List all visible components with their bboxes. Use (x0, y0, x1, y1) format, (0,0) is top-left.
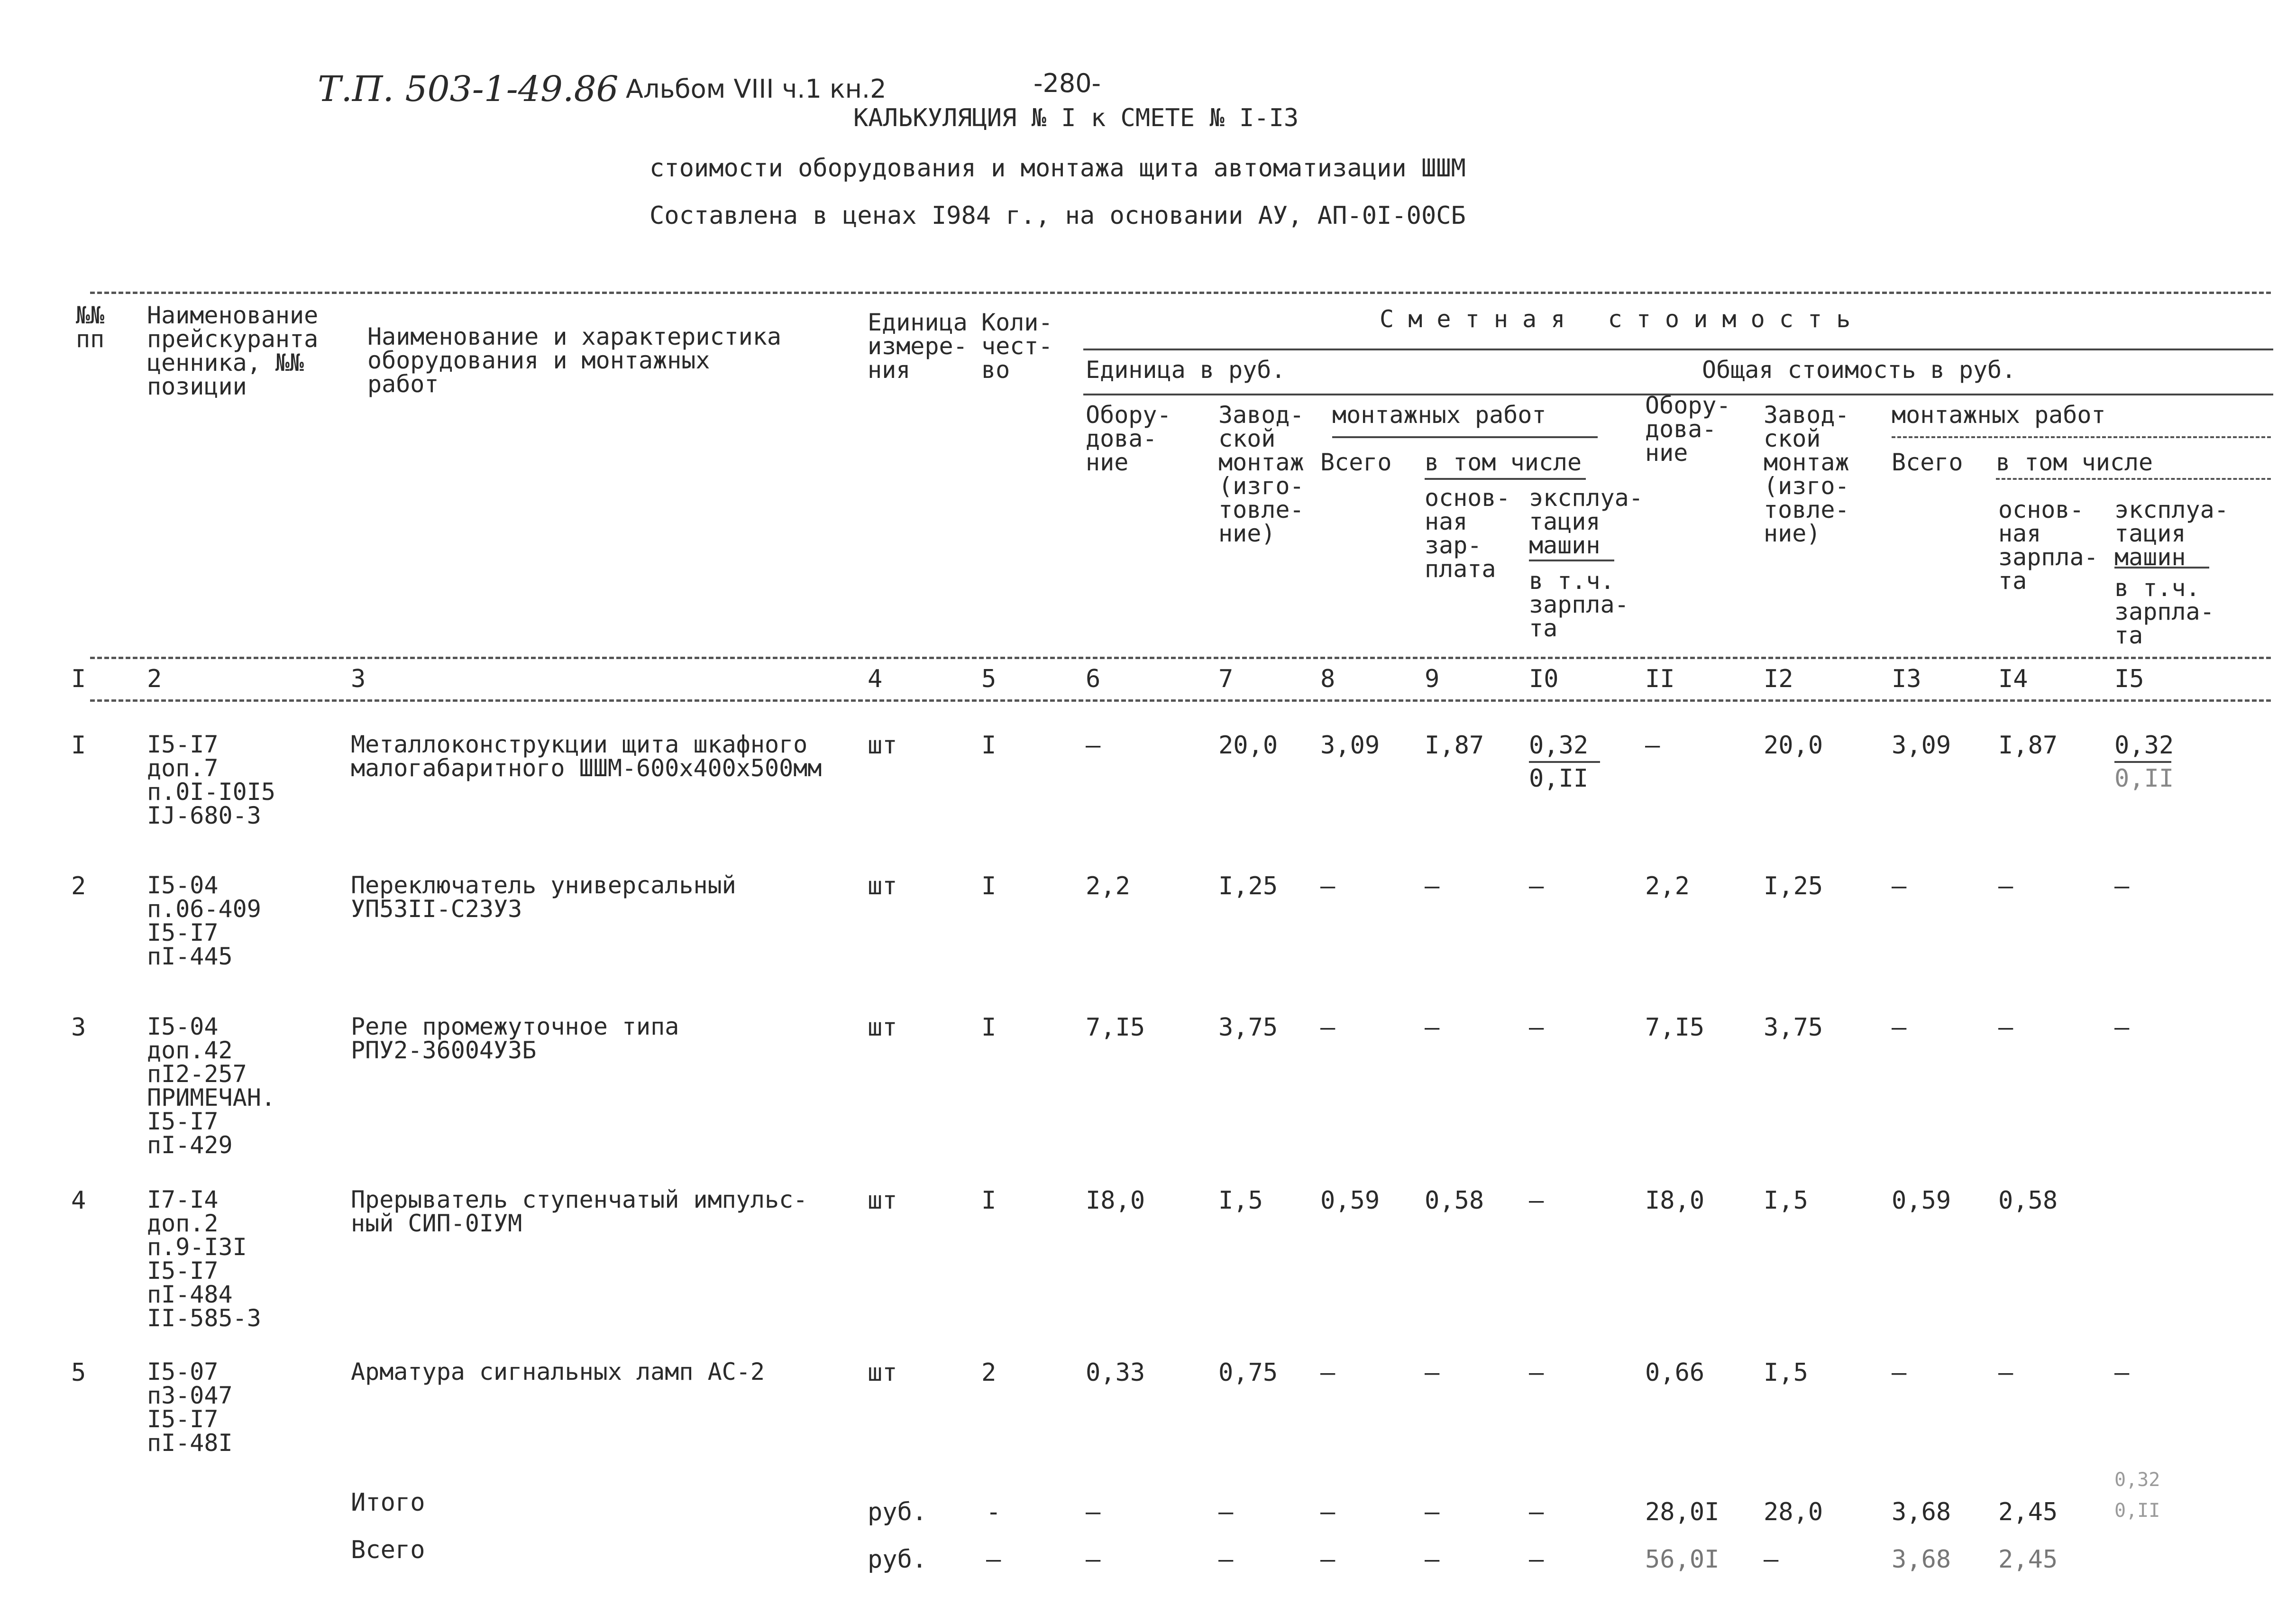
col-header-install-works-total: монтажных работ (1892, 401, 2106, 429)
cell-c12: – (1764, 1545, 1779, 1574)
col-header-total-cost: Общая стоимость в руб. (1702, 356, 2016, 384)
col-header-equipment: Обору- дова- ние (1086, 401, 1171, 476)
cell-c6: I8,0 (1086, 1186, 1145, 1215)
col-header-install-works: монтажных работ (1332, 401, 1546, 429)
cell-c9: – (1425, 1013, 1440, 1042)
cell-c6: 7,I5 (1086, 1013, 1145, 1042)
cell-c10: – (1529, 1545, 1544, 1574)
col-header-machines: эксплуа- тация машин (1529, 484, 1643, 559)
col-header-total-2: Всего (1892, 449, 1963, 476)
col-header-estimated-cost: С м е т н а я с т о и м о с т ь (1380, 305, 1851, 333)
document-subtitle: стоимости оборудования и монтажа щита автоматизации ШШМ (649, 154, 1466, 183)
col-number: 8 (1320, 665, 1336, 693)
header-top-rule (90, 292, 2271, 294)
cell-c15: 0,32 (2114, 731, 2174, 760)
col-header-incl-salary-2: в т.ч. зарпла- та (2114, 574, 2214, 649)
cell-c13: 3,68 (1892, 1545, 1951, 1574)
machines-total-rule (2114, 567, 2209, 569)
col-header-including-2: в том числе (1996, 449, 2153, 476)
cell-c6: – (1086, 1498, 1101, 1526)
cell-c15: 0,32 (2114, 1469, 2160, 1491)
item-name: Реле промежуточное типа РПУ2-36004У3Б (351, 1013, 679, 1064)
col-header-nn: №№ пп (76, 302, 105, 353)
cell-c5: – (986, 1545, 1001, 1574)
cell-c11: I8,0 (1645, 1186, 1705, 1215)
cell-c14: – (1998, 1013, 2013, 1042)
col-header-factory-total: Завод- ской монтаж (изго- товле- ние) (1764, 401, 1849, 547)
cell-c8: 0,59 (1320, 1186, 1380, 1215)
col-header-base-salary-2: основ- ная зарпла- та (1998, 496, 2098, 595)
col-number: 6 (1086, 665, 1101, 693)
item-name: Металлоконструкции щита шкафного малогабаритного ШШМ-600х400х500мм (351, 731, 822, 782)
cell-c14: 2,45 (1998, 1545, 2058, 1574)
cell-c13: – (1892, 1358, 1907, 1387)
album-label: Альбом VIII ч.1 кн.2 (626, 74, 887, 104)
cell-c10: – (1529, 1498, 1544, 1526)
item-name: Прерыватель ступенчатый импульс- ный СИП-0IУМ (351, 1186, 808, 1237)
cell-c6: 2,2 (1086, 872, 1130, 900)
price-list-code: I5-07 п3-047 I5-I7 пI-48I (147, 1358, 233, 1457)
cell-c8: – (1320, 1013, 1336, 1042)
col-header-unit-price: Единица в руб. (1086, 356, 1286, 384)
cell-c6: – (1086, 1545, 1101, 1574)
row-number: 5 (71, 1358, 86, 1387)
cell-c13: – (1892, 1013, 1907, 1042)
quantity: I (981, 1186, 997, 1215)
col-header-factory: Завод- ской монтаж (изго- товле- ние) (1218, 401, 1304, 547)
col-number: II (1645, 665, 1675, 693)
cell-c7: 20,0 (1218, 731, 1278, 760)
cell-c12: 28,0 (1764, 1498, 1823, 1526)
cell-c10-salary: 0,II (1529, 764, 1589, 793)
cell-c15: – (2114, 1013, 2130, 1042)
page-number: -280- (1034, 68, 1101, 98)
cell-c12: 3,75 (1764, 1013, 1823, 1042)
cell-c15: – (2114, 872, 2130, 900)
cell-c13: 3,68 (1892, 1498, 1951, 1526)
cell-c6: – (1086, 731, 1101, 760)
fraction-rule (1529, 761, 1600, 763)
row-number: 2 (71, 872, 86, 900)
col-header-incl-salary: в т.ч. зарпла- та (1529, 567, 1629, 642)
col-number: 2 (147, 665, 162, 693)
cell-c9: – (1425, 1358, 1440, 1387)
col-number: I4 (1998, 665, 2028, 693)
cell-c11: 0,66 (1645, 1358, 1705, 1387)
cell-c13: 3,09 (1892, 731, 1951, 760)
cell-c10: 0,32 (1529, 731, 1589, 760)
document-title: КАЛЬКУЛЯЦИЯ № I к СМЕТЕ № I-I3 (853, 104, 1299, 132)
cell-c10: – (1529, 1186, 1544, 1215)
quantity: I (981, 731, 997, 760)
totals-unit: руб. (868, 1545, 927, 1574)
price-list-code: I5-04 доп.42 пI2-257 ПРИМЕЧАН. I5-I7 пI-429 (147, 1013, 275, 1159)
install-works-rule (1332, 436, 1598, 438)
cell-c12: I,5 (1764, 1358, 1808, 1387)
cell-c10: – (1529, 1358, 1544, 1387)
cell-c12: I,25 (1764, 872, 1823, 900)
cell-c7: 0,75 (1218, 1358, 1278, 1387)
col-header-name: Наименование и характеристика оборудования и монтажных работ (367, 323, 781, 398)
estimated-cost-rule (1083, 349, 2273, 350)
col-header-price-list: Наименование прейскуранта ценника, №№ позиции (147, 302, 319, 400)
col-numbers-bottom-rule (90, 699, 2271, 702)
cell-c7: I,25 (1218, 872, 1278, 900)
cell-c14: I,87 (1998, 731, 2058, 760)
cell-c15: – (2114, 1358, 2130, 1387)
cell-c8: – (1320, 1358, 1336, 1387)
cell-c10: – (1529, 872, 1544, 900)
unit: шт (868, 872, 897, 900)
cell-c14: 0,58 (1998, 1186, 2058, 1215)
project-code: Т.П. 503-1-49.86 (318, 69, 619, 110)
cell-c9: – (1425, 872, 1440, 900)
col-number: I3 (1892, 665, 1921, 693)
cell-c9: – (1425, 1545, 1440, 1574)
cell-c7: – (1218, 1545, 1234, 1574)
cell-c11: 28,0I (1645, 1498, 1720, 1526)
row-number: 4 (71, 1186, 86, 1215)
unit: шт (868, 1186, 897, 1215)
cell-c14: – (1998, 1358, 2013, 1387)
cell-c8: – (1320, 872, 1336, 900)
cell-c12: 20,0 (1764, 731, 1823, 760)
col-numbers-top-rule (90, 657, 2271, 659)
quantity: 2 (981, 1358, 997, 1387)
cell-c13: – (1892, 872, 1907, 900)
cell-c15-salary: 0,II (2114, 764, 2174, 793)
cell-c11: 2,2 (1645, 872, 1690, 900)
cell-c11: 56,0I (1645, 1545, 1720, 1574)
col-number: 9 (1425, 665, 1440, 693)
quantity: I (981, 872, 997, 900)
col-header-unit: Единица измере- ния (868, 309, 968, 384)
col-number: I5 (2114, 665, 2144, 693)
col-header-including: в том числе (1425, 449, 1582, 476)
cell-c9: 0,58 (1425, 1186, 1484, 1215)
col-number: I (71, 665, 86, 693)
cell-c8: – (1320, 1545, 1336, 1574)
cell-c9: I,87 (1425, 731, 1484, 760)
col-number: 5 (981, 665, 997, 693)
col-number: 7 (1218, 665, 1234, 693)
cell-c13: 0,59 (1892, 1186, 1951, 1215)
cell-c5: - (986, 1498, 1001, 1526)
item-name: Переключатель универсальный УП53II-С23У3 (351, 872, 736, 923)
including-rule (1425, 478, 1586, 480)
unit: шт (868, 1358, 897, 1387)
totals-unit: руб. (868, 1498, 927, 1526)
machines-rule (1529, 560, 1614, 561)
col-header-base-salary: основ- ная зар- плата (1425, 484, 1510, 583)
cell-c7: – (1218, 1498, 1234, 1526)
cell-c12: I,5 (1764, 1186, 1808, 1215)
row-number: I (71, 731, 86, 760)
quantity: I (981, 1013, 997, 1042)
unit: шт (868, 731, 897, 760)
totals-label: Итого (351, 1488, 425, 1517)
cell-c11: – (1645, 731, 1660, 760)
col-header-machines-2: эксплуа- тация машин (2114, 496, 2229, 571)
cell-c7: 3,75 (1218, 1013, 1278, 1042)
price-list-code: I7-I4 доп.2 п.9-I3I I5-I7 пI-484 II-585-3 (147, 1186, 261, 1332)
including-total-rule (1996, 478, 2271, 480)
col-header-qty: Коли- чест- во (981, 309, 1053, 384)
cell-c14: 2,45 (1998, 1498, 2058, 1526)
col-number: I2 (1764, 665, 1793, 693)
item-name: Арматура сигнальных ламп АС-2 (351, 1358, 765, 1385)
col-number: 3 (351, 665, 366, 693)
cell-c10: – (1529, 1013, 1544, 1042)
install-works-total-rule (1892, 436, 2271, 438)
cell-c7: I,5 (1218, 1186, 1263, 1215)
cell-c9: – (1425, 1498, 1440, 1526)
price-list-code: I5-04 п.06-409 I5-I7 пI-445 (147, 872, 261, 970)
document-basis: Составлена в ценах I984 г., на основании АУ, АП-0I-00СБ (649, 202, 1466, 230)
fraction-rule (2114, 761, 2171, 763)
unit: шт (868, 1013, 897, 1042)
row-number: 3 (71, 1013, 86, 1042)
cell-c6: 0,33 (1086, 1358, 1145, 1387)
col-number: I0 (1529, 665, 1559, 693)
cell-c11: 7,I5 (1645, 1013, 1705, 1042)
cell-c15-salary: 0,II (2114, 1500, 2160, 1522)
cell-c8: – (1320, 1498, 1336, 1526)
totals-label: Всего (351, 1536, 425, 1564)
price-list-code: I5-I7 доп.7 п.0I-I0I5 IJ-680-3 (147, 731, 275, 829)
cell-c8: 3,09 (1320, 731, 1380, 760)
col-number: 4 (868, 665, 883, 693)
col-header-equipment-total: Обору- дова- ние (1645, 392, 1731, 467)
cell-c14: – (1998, 872, 2013, 900)
col-header-total: Всего (1320, 449, 1392, 476)
